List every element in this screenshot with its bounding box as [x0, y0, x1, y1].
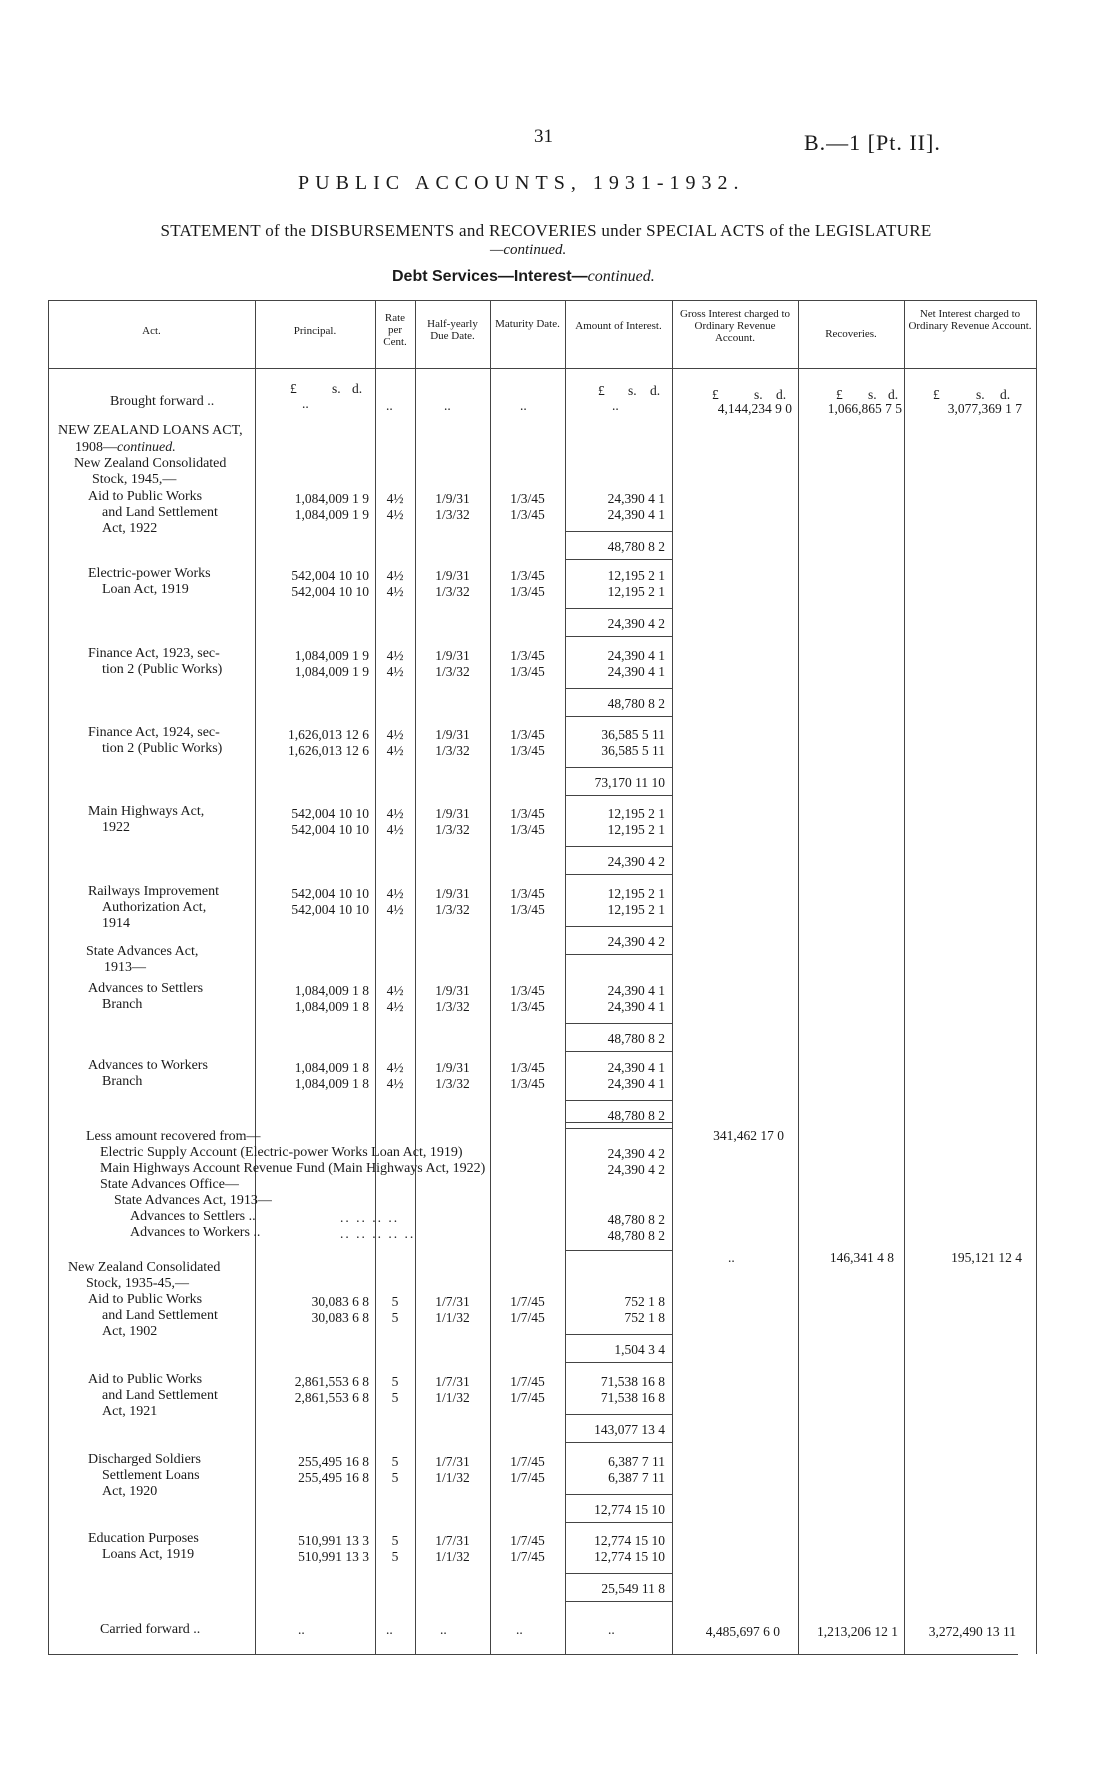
- principal-value: 542,004 10 10: [291, 886, 369, 901]
- header-bottom-rule: [48, 368, 1036, 369]
- state-advances-heading: State Advances Act,: [86, 944, 199, 959]
- interest-total: 25,549 11 8: [601, 1581, 665, 1596]
- unit-d: d.: [888, 387, 899, 402]
- act-name-line: Railways Improvement: [88, 884, 220, 899]
- interest-amount: 24,390 4 1: [607, 1076, 665, 1091]
- subtotal-rule: [565, 1494, 672, 1495]
- subtotal-rule: [565, 1522, 672, 1523]
- col-header-net: Net Interest charged to Ordinary Revenue Account.: [908, 308, 1032, 332]
- rate-value: 5: [391, 1390, 399, 1405]
- interest-amount: 12,774 15 10: [594, 1533, 665, 1548]
- state-advances-heading: 1913—: [104, 960, 146, 975]
- subtotal-rule: [565, 954, 672, 955]
- filler-dots: ..: [728, 1250, 735, 1265]
- due-date: 1/1/32: [435, 1549, 470, 1564]
- table-bottom-rule: [48, 1654, 1018, 1655]
- unit-pound: £: [598, 383, 605, 398]
- maturity-date: 1/7/45: [510, 1533, 545, 1548]
- unit-s: s.: [754, 387, 763, 402]
- less-heading: Less amount recovered from—: [86, 1129, 261, 1144]
- principal-value: 255,495 16 8: [298, 1470, 369, 1485]
- rate-value: 5: [391, 1549, 399, 1564]
- brought-forward-recoveries: 1,066,865 7 5: [827, 401, 902, 416]
- due-date: 1/9/31: [435, 727, 470, 742]
- rate-value: 4½: [386, 1060, 404, 1075]
- maturity-date: 1/7/45: [510, 1549, 545, 1564]
- act-name-line: Aid to Public Works: [88, 1372, 203, 1387]
- act-name-line: Loan Act, 1919: [102, 582, 189, 597]
- rate-value: 4½: [386, 568, 404, 583]
- act-name-line: Discharged Soldiers: [88, 1452, 201, 1467]
- interest-total: 48,780 8 2: [607, 1108, 665, 1123]
- act-name-line: Finance Act, 1923, sec-: [88, 646, 220, 661]
- interest-amount: 6,387 7 11: [608, 1454, 665, 1469]
- brought-forward-label: Brought forward ..: [110, 394, 215, 409]
- subtotal-rule: [565, 767, 672, 768]
- col-header-halfyearly: Half-yearly Due Date.: [427, 318, 478, 342]
- principal-value: 1,084,009 1 8: [294, 1076, 369, 1091]
- stock-heading: New Zealand Consolidated: [68, 1260, 221, 1275]
- maturity-date: 1/7/45: [510, 1470, 545, 1485]
- interest-amount: 36,585 5 11: [601, 743, 665, 758]
- due-date: 1/7/31: [435, 1454, 470, 1469]
- col-header-amount: Amount of Interest.: [575, 320, 662, 332]
- rate-value: 5: [391, 1310, 399, 1325]
- act-name-line: Act, 1920: [102, 1484, 158, 1499]
- subtotal-rule: [565, 1128, 672, 1129]
- rate-value: 5: [391, 1470, 399, 1485]
- act-name-line: Advances to Settlers: [88, 981, 204, 996]
- filler-dots: ..: [386, 1622, 393, 1637]
- interest-amount: 24,390 4 1: [607, 999, 665, 1014]
- act-name-line: Branch: [102, 997, 143, 1012]
- interest-amount: 6,387 7 11: [608, 1470, 665, 1485]
- rate-value: 4½: [386, 743, 404, 758]
- unit-s: s.: [976, 387, 985, 402]
- act-name-line: Branch: [102, 1074, 143, 1089]
- rate-value: 4½: [386, 491, 404, 506]
- act-name-line: Finance Act, 1924, sec-: [88, 725, 220, 740]
- principal-value: 510,991 13 3: [298, 1533, 369, 1548]
- principal-value: 1,626,013 12 6: [288, 727, 369, 742]
- interest-total: 12,774 15 10: [594, 1502, 665, 1517]
- due-date: 1/9/31: [435, 491, 470, 506]
- unit-s: s.: [868, 387, 877, 402]
- act-name-line: Aid to Public Works: [88, 1292, 203, 1307]
- subtotal-rule: [565, 846, 672, 847]
- due-date: 1/1/32: [435, 1310, 470, 1325]
- principal-value: 1,626,013 12 6: [288, 743, 369, 758]
- act-name-line: tion 2 (Public Works): [102, 662, 223, 677]
- maturity-date: 1/3/45: [510, 584, 545, 599]
- due-date: 1/7/31: [435, 1294, 470, 1309]
- interest-total: 24,390 4 2: [607, 616, 665, 631]
- less-amount: 48,780 8 2: [607, 1228, 665, 1243]
- maturity-date: 1/3/45: [510, 568, 545, 583]
- interest-amount: 71,538 16 8: [600, 1374, 665, 1389]
- group-year-continued: continued.: [117, 440, 176, 455]
- principal-value: 1,084,009 1 9: [294, 664, 369, 679]
- unit-d: d.: [1000, 387, 1011, 402]
- maturity-date: 1/7/45: [510, 1454, 545, 1469]
- statement-title: STATEMENT of the DISBURSEMENTS and RECOVERIES under SPECIAL ACTS of the LEGISLATURE: [160, 221, 932, 240]
- rate-value: 4½: [386, 902, 404, 917]
- due-date: 1/9/31: [435, 648, 470, 663]
- principal-value: 542,004 10 10: [291, 806, 369, 821]
- act-name-line: Electric-power Works: [88, 566, 211, 581]
- subtotal-rule: [565, 1250, 672, 1251]
- subtotal-rule: [565, 559, 672, 560]
- subtotal-rule: [565, 1023, 672, 1024]
- column-rule: [904, 300, 905, 1654]
- stock-heading: New Zealand Consolidated: [74, 456, 227, 471]
- due-date: 1/1/32: [435, 1470, 470, 1485]
- act-name-line: and Land Settlement: [102, 1388, 218, 1403]
- interest-amount: 24,390 4 1: [607, 507, 665, 522]
- principal-value: 1,084,009 1 8: [294, 999, 369, 1014]
- section-title: [392, 268, 655, 286]
- rate-value: 5: [391, 1454, 399, 1469]
- filler-dots: ..: [298, 1622, 305, 1637]
- act-name-line: Act, 1902: [102, 1324, 158, 1339]
- maturity-date: 1/3/45: [510, 648, 545, 663]
- interest-amount: 12,774 15 10: [594, 1549, 665, 1564]
- column-rule: [48, 300, 49, 1654]
- document-reference: B.—1 [Pt. II].: [804, 130, 941, 155]
- subtotal-rule: [565, 1414, 672, 1415]
- maturity-date: 1/3/45: [510, 491, 545, 506]
- principal-value: 30,083 6 8: [311, 1310, 369, 1325]
- group-year-text: 1908—: [75, 440, 117, 455]
- column-rule: [798, 300, 799, 1654]
- due-date: 1/9/31: [435, 1060, 470, 1075]
- carried-forward-label: Carried forward ..: [100, 1622, 201, 1637]
- maturity-date: 1/3/45: [510, 507, 545, 522]
- less-line: Electric Supply Account (Electric-power Works Loan Act, 1919): [100, 1145, 463, 1160]
- less-line: State Advances Office—: [100, 1177, 239, 1192]
- unit-pound: £: [933, 387, 940, 402]
- act-name-line: Education Purposes: [88, 1531, 199, 1546]
- interest-total: 48,780 8 2: [607, 696, 665, 711]
- subtotal-rule: [565, 531, 672, 532]
- act-name-line: Loans Act, 1919: [102, 1547, 195, 1562]
- principal-value: 1,084,009 1 9: [294, 491, 369, 506]
- rate-value: 4½: [386, 664, 404, 679]
- rate-value: 4½: [386, 584, 404, 599]
- col-header-maturity: Maturity Date.: [495, 318, 560, 330]
- maturity-date: 1/3/45: [510, 902, 545, 917]
- interest-amount: 24,390 4 1: [607, 983, 665, 998]
- due-date: 1/9/31: [435, 983, 470, 998]
- principal-value: 510,991 13 3: [298, 1549, 369, 1564]
- principal-value: 2,861,553 6 8: [294, 1374, 369, 1389]
- column-rule: [1036, 300, 1037, 1654]
- interest-amount: 24,390 4 1: [607, 648, 665, 663]
- interest-amount: 24,390 4 1: [607, 1060, 665, 1075]
- col-header-principal: Principal.: [293, 325, 337, 337]
- subtotal-rule: [565, 716, 672, 717]
- subtotal-rule: [565, 1362, 672, 1363]
- subtotal-rule: [565, 1442, 672, 1443]
- due-date: 1/3/32: [435, 999, 470, 1014]
- filler-dots: ..: [386, 398, 393, 413]
- less-line: Advances to Settlers ..: [130, 1209, 256, 1224]
- less-line: Advances to Workers ..: [130, 1225, 261, 1240]
- principal-value: 255,495 16 8: [298, 1454, 369, 1469]
- rate-value: 4½: [386, 806, 404, 821]
- maturity-date: 1/3/45: [510, 743, 545, 758]
- interest-amount: 752 1 8: [624, 1310, 665, 1325]
- unit-d: d.: [352, 381, 363, 396]
- due-date: 1/9/31: [435, 806, 470, 821]
- principal-value: 30,083 6 8: [311, 1294, 369, 1309]
- less-recoveries: 146,341 4 8: [829, 1250, 894, 1265]
- interest-total: 24,390 4 2: [607, 934, 665, 949]
- subtotal-rule: [565, 608, 672, 609]
- due-date: 1/3/32: [435, 902, 470, 917]
- due-date: 1/9/31: [435, 568, 470, 583]
- brought-forward-net: 3,077,369 1 7: [947, 401, 1022, 416]
- due-date: 1/3/32: [435, 743, 470, 758]
- dot-leader: .. .. .. .. ..: [340, 1226, 416, 1241]
- rate-value: 4½: [386, 999, 404, 1014]
- rate-value: 5: [391, 1294, 399, 1309]
- col-header-rate: Rate per Cent.: [383, 312, 407, 348]
- stock-heading: Stock, 1945,—: [92, 472, 177, 487]
- subtotal-rule: [565, 926, 672, 927]
- subtotal-rule: [565, 688, 672, 689]
- act-name-line: and Land Settlement: [102, 505, 218, 520]
- act-name-line: Act, 1922: [102, 521, 158, 536]
- filler-dots: ..: [444, 398, 451, 413]
- rate-value: 4½: [386, 983, 404, 998]
- less-amount: 24,390 4 2: [607, 1162, 665, 1177]
- due-date: 1/7/31: [435, 1374, 470, 1389]
- group-year: [75, 440, 176, 456]
- unit-d: d.: [650, 383, 661, 398]
- brought-forward-gross: 4,144,234 9 0: [717, 401, 792, 416]
- interest-total: 143,077 13 4: [594, 1422, 665, 1437]
- section-continued: continued.: [587, 268, 655, 285]
- dot-leader: .. .. .. ..: [340, 1210, 400, 1225]
- due-date: 1/3/32: [435, 507, 470, 522]
- act-name-line: Aid to Public Works: [88, 489, 203, 504]
- maturity-date: 1/3/45: [510, 806, 545, 821]
- interest-total: 73,170 11 10: [594, 775, 665, 790]
- rate-value: 4½: [386, 1076, 404, 1091]
- interest-amount: 12,195 2 1: [607, 886, 665, 901]
- maturity-date: 1/3/45: [510, 1060, 545, 1075]
- unit-pound: £: [290, 381, 297, 396]
- subtotal-rule: [565, 636, 672, 637]
- unit-s: s.: [628, 383, 637, 398]
- subtotal-rule: [565, 795, 672, 796]
- filler-dots: ..: [612, 398, 619, 413]
- rate-value: 4½: [386, 822, 404, 837]
- interest-total: 48,780 8 2: [607, 1031, 665, 1046]
- subtotal-rule: [565, 1100, 672, 1101]
- unit-d: d.: [776, 387, 787, 402]
- maturity-date: 1/3/45: [510, 727, 545, 742]
- act-name-line: Settlement Loans: [102, 1468, 200, 1483]
- group-title: NEW ZEALAND LOANS ACT,: [58, 423, 243, 438]
- subtotal-rule: [565, 1601, 672, 1602]
- page-number: 31: [534, 126, 553, 147]
- carried-forward-recoveries: 1,213,206 12 1: [817, 1624, 898, 1639]
- principal-value: 1,084,009 1 9: [294, 648, 369, 663]
- carried-forward-net: 3,272,490 13 11: [928, 1624, 1016, 1639]
- due-date: 1/3/32: [435, 584, 470, 599]
- subtotal-rule: [565, 1334, 672, 1335]
- section-label: Debt Services—Interest—: [392, 268, 588, 285]
- interest-amount: 12,195 2 1: [607, 568, 665, 583]
- page-title: PUBLIC ACCOUNTS, 1931-1932.: [298, 172, 745, 194]
- due-date: 1/3/32: [435, 1076, 470, 1091]
- interest-total: 24,390 4 2: [607, 854, 665, 869]
- subtotal-rule: [565, 1051, 672, 1052]
- maturity-date: 1/7/45: [510, 1310, 545, 1325]
- column-rule: [672, 300, 673, 1654]
- col-header-recoveries: Recoveries.: [825, 328, 877, 340]
- stock-heading: Stock, 1935-45,—: [86, 1276, 190, 1291]
- filler-dots: ..: [516, 1622, 523, 1637]
- due-date: 1/3/32: [435, 822, 470, 837]
- principal-value: 542,004 10 10: [291, 584, 369, 599]
- principal-value: 542,004 10 10: [291, 822, 369, 837]
- maturity-date: 1/3/45: [510, 1076, 545, 1091]
- act-name-line: and Land Settlement: [102, 1308, 218, 1323]
- interest-total: 1,504 3 4: [614, 1342, 665, 1357]
- less-amount: 48,780 8 2: [607, 1212, 665, 1227]
- unit-s: s.: [332, 381, 341, 396]
- maturity-date: 1/3/45: [510, 886, 545, 901]
- interest-amount: 752 1 8: [624, 1294, 665, 1309]
- less-amount: 24,390 4 2: [607, 1146, 665, 1161]
- due-date: 1/9/31: [435, 886, 470, 901]
- filler-dots: ..: [520, 398, 527, 413]
- maturity-date: 1/7/45: [510, 1374, 545, 1389]
- interest-amount: 12,195 2 1: [607, 806, 665, 821]
- col-header-gross: Gross Interest charged to Ordinary Revenue Account.: [679, 308, 791, 344]
- interest-total: 48,780 8 2: [607, 539, 665, 554]
- act-name-line: tion 2 (Public Works): [102, 741, 223, 756]
- maturity-date: 1/3/45: [510, 664, 545, 679]
- interest-amount: 12,195 2 1: [607, 902, 665, 917]
- principal-value: 542,004 10 10: [291, 568, 369, 583]
- act-name-line: Authorization Act,: [102, 900, 207, 915]
- rate-value: 4½: [386, 727, 404, 742]
- interest-amount: 24,390 4 1: [607, 664, 665, 679]
- interest-amount: 71,538 16 8: [600, 1390, 665, 1405]
- principal-value: 1,084,009 1 8: [294, 983, 369, 998]
- table-top-rule: [48, 300, 1036, 301]
- act-name-line: Advances to Workers: [88, 1058, 208, 1073]
- principal-value: 1,084,009 1 8: [294, 1060, 369, 1075]
- rate-value: 4½: [386, 648, 404, 663]
- rate-value: 5: [391, 1374, 399, 1389]
- rate-value: 5: [391, 1533, 399, 1548]
- principal-value: 1,084,009 1 9: [294, 507, 369, 522]
- interest-amount: 12,195 2 1: [607, 822, 665, 837]
- carried-forward-gross: 4,485,697 6 0: [705, 1624, 780, 1639]
- principal-value: 542,004 10 10: [291, 902, 369, 917]
- rate-value: 4½: [386, 886, 404, 901]
- due-date: 1/1/32: [435, 1390, 470, 1405]
- act-name-line: 1922: [102, 820, 130, 835]
- maturity-date: 1/7/45: [510, 1294, 545, 1309]
- less-net: 195,121 12 4: [951, 1250, 1022, 1265]
- subtotal-rule: [565, 1573, 672, 1574]
- maturity-date: 1/3/45: [510, 983, 545, 998]
- less-line: State Advances Act, 1913—: [114, 1193, 272, 1208]
- due-date: 1/7/31: [435, 1533, 470, 1548]
- due-date: 1/3/32: [435, 664, 470, 679]
- statement-continued: —continued.: [490, 242, 567, 258]
- maturity-date: 1/3/45: [510, 822, 545, 837]
- rate-value: 4½: [386, 507, 404, 522]
- act-name-line: Main Highways Act,: [88, 804, 205, 819]
- unit-pound: £: [712, 387, 719, 402]
- filler-dots: ..: [608, 1622, 615, 1637]
- unit-pound: £: [836, 387, 843, 402]
- interest-amount: 24,390 4 1: [607, 491, 665, 506]
- filler-dots: ..: [440, 1622, 447, 1637]
- interest-amount: 36,585 5 11: [601, 727, 665, 742]
- act-name-line: Act, 1921: [102, 1404, 158, 1419]
- col-header-act: Act.: [142, 325, 161, 337]
- principal-value: 2,861,553 6 8: [294, 1390, 369, 1405]
- act-name-line: 1914: [102, 916, 130, 931]
- filler-dots: ..: [302, 396, 309, 411]
- maturity-date: 1/3/45: [510, 999, 545, 1014]
- interest-amount: 12,195 2 1: [607, 584, 665, 599]
- group1-gross-total: 341,462 17 0: [713, 1128, 784, 1143]
- subtotal-rule: [565, 874, 672, 875]
- maturity-date: 1/7/45: [510, 1390, 545, 1405]
- less-line: Main Highways Account Revenue Fund (Main Highways Act, 1922): [100, 1161, 486, 1176]
- subtotal-rule: [565, 1122, 672, 1123]
